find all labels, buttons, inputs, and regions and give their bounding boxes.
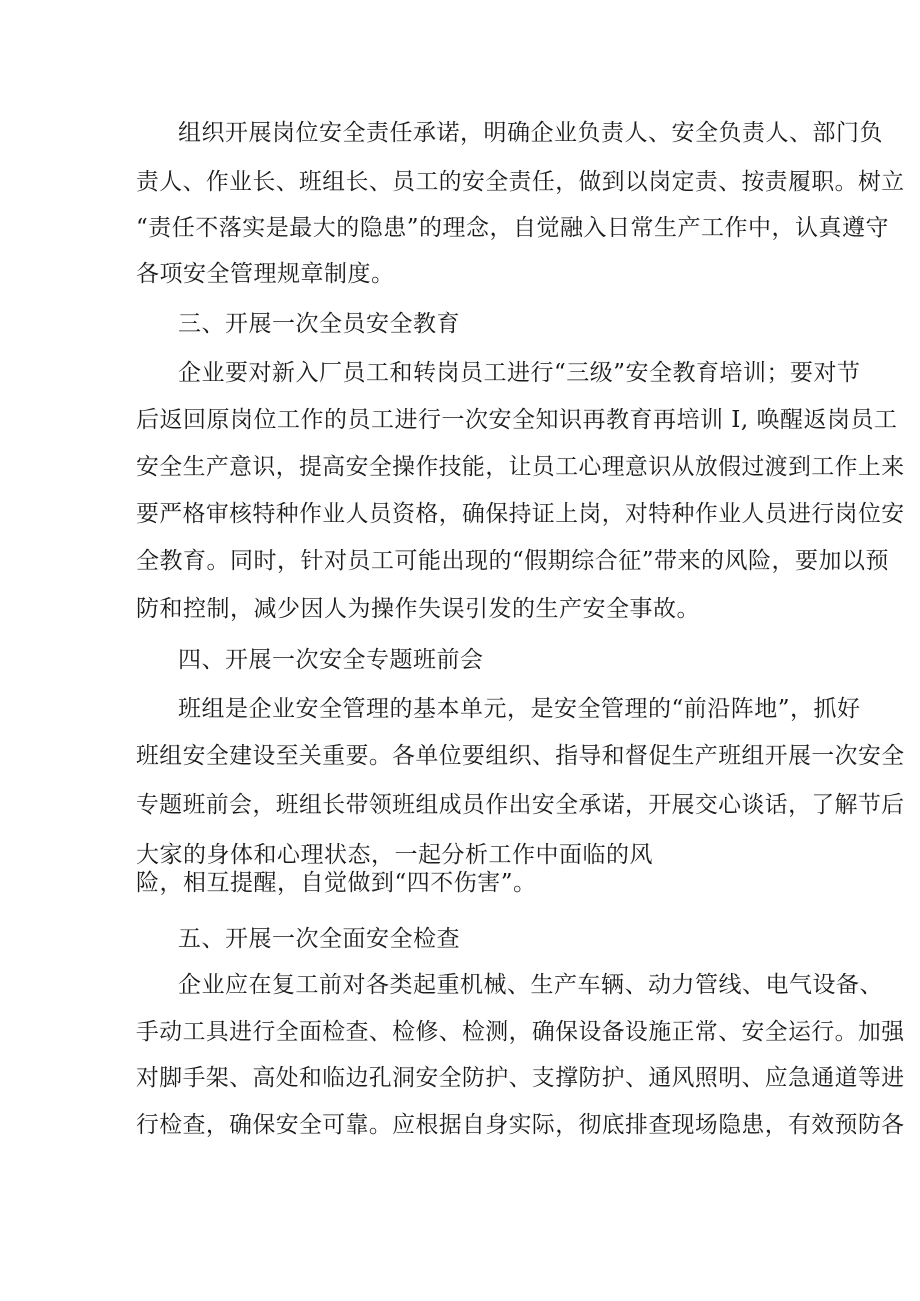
text-line: 行检查，确保安全可靠。应根据自身实际，彻底排查现场隐患，有效预防各	[136, 1112, 905, 1138]
section-heading: 三、开展一次全员安全教育	[178, 311, 460, 337]
text-line: 企业应在复工前对各类起重机械、生产车辆、动力管线、电气设备、	[178, 972, 883, 998]
text-line: 班组是企业安全管理的基本单元，是安全管理的“前沿阵地”，抓好	[178, 696, 861, 722]
text-line: 各项安全管理规章制度。	[136, 261, 395, 287]
text-line: 班组安全建设至关重要。各单位要组织、指导和督促生产班组开展一次安全	[136, 743, 905, 769]
text-line: 专题班前会，班组长带领班组成员作出安全承诺，开展交心谈话，了解节后	[136, 792, 905, 818]
text-line: 全教育。同时，针对员工可能出现的“假期综合征”带来的风险，要加以预	[136, 548, 890, 574]
text-line: 责人、作业长、班组长、员工的安全责任，做到以岗定责、按责履职。树立	[136, 169, 905, 195]
text-line: 大家的身体和心理状态，一起分析工作中面临的风	[136, 842, 653, 868]
section-heading: 四、开展一次安全专题班前会	[178, 647, 484, 673]
text-line: 手动工具进行全面检查、检修、检测，确保设备设施正常、安全运行。加强	[136, 1019, 905, 1045]
text-line: 后返回原岗位工作的员工进行一次安全知识再教育再培训 I, 唤醒返岗员工	[136, 407, 898, 433]
text-line: 要严格审核特种作业人员资格，确保持证上岗，对特种作业人员进行岗位安	[136, 501, 905, 527]
text-line: 安全生产意识，提高安全操作技能，让员工心理意识从放假过渡到工作上来	[136, 454, 905, 480]
text-line: 对脚手架、高处和临边孔洞安全防护、支撑防护、通风照明、应急通道等进	[136, 1065, 905, 1091]
text-line: 组织开展岗位安全责任承诺，明确企业负责人、安全负责人、部门负	[178, 120, 883, 146]
section-heading: 五、开展一次全面安全检查	[178, 926, 460, 952]
text-line: 险，相互提醒，自觉做到“四不伤害”。	[136, 870, 537, 896]
text-line: “责任不落实是最大的隐患”的理念，自觉融入日常生产工作中，认真遵守	[136, 215, 890, 241]
text-line: 企业要对新入厂员工和转岗员工进行“三级”安全教育培训；要对节	[178, 360, 861, 386]
text-line: 防和控制，减少因人为操作失误引发的生产安全事故。	[136, 596, 700, 622]
